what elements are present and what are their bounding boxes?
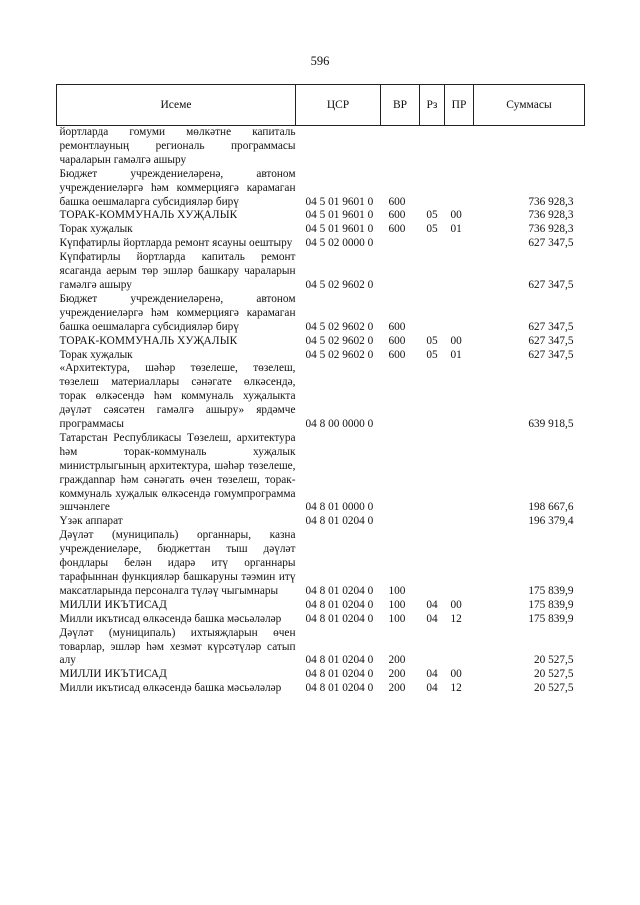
table-row — [57, 613, 585, 627]
row-rz — [420, 237, 445, 251]
row-pr — [445, 126, 474, 168]
row-csr: 04 8 01 0000 0 — [305, 501, 374, 514]
row-vr: 600 — [388, 195, 406, 208]
row-vr: 600 — [388, 334, 406, 347]
row-csr: 04 5 01 9601 0 — [305, 195, 374, 208]
row-name: МИЛЛИ ИКЪТИСАД — [59, 668, 167, 681]
page-number: 596 — [310, 54, 330, 68]
row-pr — [445, 251, 474, 293]
table-row — [57, 682, 585, 696]
row-csr: 04 5 02 9602 0 — [305, 278, 374, 291]
header-csr: ЦСР — [296, 85, 381, 126]
row-sum: 198 667,6 — [528, 501, 574, 514]
table-row — [57, 529, 585, 599]
row-pr — [445, 627, 474, 669]
row-csr: 04 8 01 0204 0 — [305, 682, 374, 695]
row-csr: 04 5 01 9601 0 — [305, 223, 374, 236]
row-name: Бюджет учреждениеләренә, автоном учреждениеләргә һәм коммерциягә карамаган башка оешмаларга субсидияләр бирү — [59, 292, 296, 333]
table-header-row — [57, 85, 585, 126]
row-vr — [381, 237, 420, 251]
row-name: МИЛЛИ ИКЪТИСАД — [59, 598, 167, 611]
row-pr — [445, 362, 474, 432]
row-sum: 627 347,5 — [528, 278, 574, 291]
row-rz — [420, 529, 445, 599]
row-vr — [381, 515, 420, 529]
row-rz — [420, 168, 445, 210]
row-pr — [445, 432, 474, 515]
table-row — [57, 168, 585, 210]
row-csr: 04 8 00 0000 0 — [305, 418, 374, 431]
row-sum: 196 379,4 — [528, 515, 574, 528]
row-rz — [420, 627, 445, 669]
row-name: Күпфатирлы йортларда ремонт ясауны оештыру — [59, 237, 293, 250]
row-csr: 04 5 01 9601 0 — [305, 209, 374, 222]
row-pr: 00 — [450, 334, 462, 347]
row-sum: 20 527,5 — [533, 682, 574, 695]
row-pr — [445, 515, 474, 529]
row-sum: 627 347,5 — [528, 237, 574, 250]
row-sum: 175 839,9 — [528, 598, 574, 611]
row-vr: 200 — [388, 668, 406, 681]
table-row — [57, 515, 585, 529]
row-pr: 01 — [450, 348, 462, 361]
row-sum: 639 918,5 — [528, 418, 574, 431]
row-rz: 04 — [426, 668, 438, 681]
table-row — [57, 237, 585, 251]
row-rz: 04 — [426, 612, 438, 625]
row-name: Милли икътисад өлкәсендә башка мәсьәләләр — [59, 682, 282, 695]
row-pr: 00 — [450, 209, 462, 222]
row-csr: 04 8 01 0204 0 — [305, 654, 374, 667]
row-pr — [445, 529, 474, 599]
row-csr: 04 5 02 9602 0 — [305, 334, 374, 347]
row-vr — [381, 251, 420, 293]
row-name: «Архитектура, шәһәр төзелеше, төзелеш, төзелеш материаллары сәнәгате өлкәсендә, торак өлкәсендә һәм коммуналь хуҗалыкта дәүләт сәясәтен гамәлгә ашыру» ярдәмче программасы — [59, 362, 296, 431]
row-csr: 04 8 01 0204 0 — [305, 584, 374, 597]
row-pr: 12 — [450, 612, 462, 625]
row-vr: 600 — [388, 348, 406, 361]
row-csr: 04 5 02 9602 0 — [305, 320, 374, 333]
row-pr — [445, 237, 474, 251]
row-rz: 05 — [426, 348, 438, 361]
row-name: йортларда гомуми мөлкәтне капиталь ремонтлауның региональ программасы чараларын гамәлгә ашыру — [59, 126, 296, 166]
row-rz — [420, 126, 445, 168]
row-rz: 05 — [426, 209, 438, 222]
row-name: Үзәк аппарат — [59, 515, 123, 528]
table-row — [57, 627, 585, 669]
header-rz: Рз — [420, 85, 445, 126]
header-pr: ПР — [445, 85, 474, 126]
row-rz: 05 — [426, 334, 438, 347]
row-pr: 12 — [450, 682, 462, 695]
table-row — [57, 362, 585, 432]
table-row — [57, 668, 585, 682]
row-vr: 200 — [388, 682, 406, 695]
row-pr: 01 — [450, 223, 462, 236]
row-name: ТОРАК-КОММУНАЛЬ ХУҖАЛЫК — [59, 334, 238, 347]
row-rz — [420, 251, 445, 293]
budget-table — [56, 84, 585, 696]
row-sum: 736 928,3 — [528, 209, 574, 222]
row-vr: 600 — [388, 320, 406, 333]
row-sum: 627 347,5 — [528, 320, 574, 333]
row-vr — [381, 126, 420, 168]
header-vr: ВР — [381, 85, 420, 126]
table-row — [57, 349, 585, 363]
table-row — [57, 293, 585, 335]
row-sum: 175 839,9 — [528, 584, 574, 597]
row-pr — [445, 293, 474, 335]
row-vr: 100 — [388, 584, 406, 597]
table-row — [57, 335, 585, 349]
table-row — [57, 432, 585, 515]
row-sum: 20 527,5 — [533, 668, 574, 681]
row-sum: 736 928,3 — [528, 195, 574, 208]
row-vr: 600 — [388, 209, 406, 222]
row-rz — [420, 515, 445, 529]
row-rz — [420, 293, 445, 335]
table-body — [57, 126, 585, 697]
row-sum: 627 347,5 — [528, 348, 574, 361]
row-csr: 04 8 01 0204 0 — [305, 515, 374, 528]
row-rz: 04 — [426, 598, 438, 611]
row-pr: 00 — [450, 668, 462, 681]
table-row — [57, 251, 585, 293]
header-sum: Суммасы — [474, 85, 585, 126]
row-name: Татарстан Республикасы Төзелеш, архитектура һәм торак-коммуналь хуҗалык министрлыгының архитектура, шәһәр төзелеше, граждannар һәм сәнәгать өчен төзелеш, торак-коммуналь хуҗалык өлкәсендә гомумпрограмма эшчәнлеге — [59, 431, 296, 514]
row-name: Дәүләт (муниципаль) ихтыяҗларын өчен товарлар, эшләр һәм хезмәт күрсәтүләр сатып алу — [59, 626, 296, 667]
row-name: ТОРАК-КОММУНАЛЬ ХУҖАЛЫК — [59, 209, 238, 222]
row-sum: 20 527,5 — [533, 654, 574, 667]
row-vr: 100 — [388, 598, 406, 611]
row-vr: 600 — [388, 223, 406, 236]
row-name: Торак хуҗалык — [59, 223, 133, 236]
row-rz — [420, 432, 445, 515]
row-vr — [381, 432, 420, 515]
row-name: Бюджет учреждениеләренә, автоном учреждениеләргә һәм коммерциягә карамаган башка оешмаларга субсидияләр бирү — [59, 167, 296, 208]
table-row — [57, 599, 585, 613]
row-name: Күпфатирлы йортларда капиталь ремонт ясаганда аерым төр эшләр башкару чараларын гамәлгә ашыру — [59, 251, 296, 291]
row-vr — [381, 362, 420, 432]
header-name: Исеме — [57, 85, 296, 126]
table-row — [57, 209, 585, 223]
row-rz: 04 — [426, 682, 438, 695]
row-sum — [474, 126, 585, 168]
row-csr: 04 5 02 9602 0 — [305, 348, 374, 361]
row-name: Торак хуҗалык — [59, 348, 133, 361]
row-name: Милли икътисад өлкәсендә башка мәсьәләләр — [59, 612, 282, 625]
row-pr: 00 — [450, 598, 462, 611]
table-row — [57, 126, 585, 168]
row-rz — [420, 362, 445, 432]
row-pr — [445, 168, 474, 210]
row-sum: 627 347,5 — [528, 334, 574, 347]
table-row — [57, 223, 585, 237]
row-csr: 04 5 02 0000 0 — [305, 237, 374, 250]
row-vr: 200 — [388, 654, 406, 667]
row-csr: 04 8 01 0204 0 — [305, 668, 374, 681]
row-csr — [296, 126, 381, 168]
row-sum: 175 839,9 — [528, 612, 574, 625]
row-csr: 04 8 01 0204 0 — [305, 612, 374, 625]
row-rz: 05 — [426, 223, 438, 236]
row-sum: 736 928,3 — [528, 223, 574, 236]
row-csr: 04 8 01 0204 0 — [305, 598, 374, 611]
row-name: Дәүләт (муниципаль) органнары, казна учреждениеләре, бюджеттан тыш дәүләт фондлары белән идарә итү органнары тарафыннан функцияләр башкаруны тәэмин итү максатларында персоналга түләү чыгымнары — [59, 529, 296, 597]
row-vr: 100 — [388, 612, 406, 625]
